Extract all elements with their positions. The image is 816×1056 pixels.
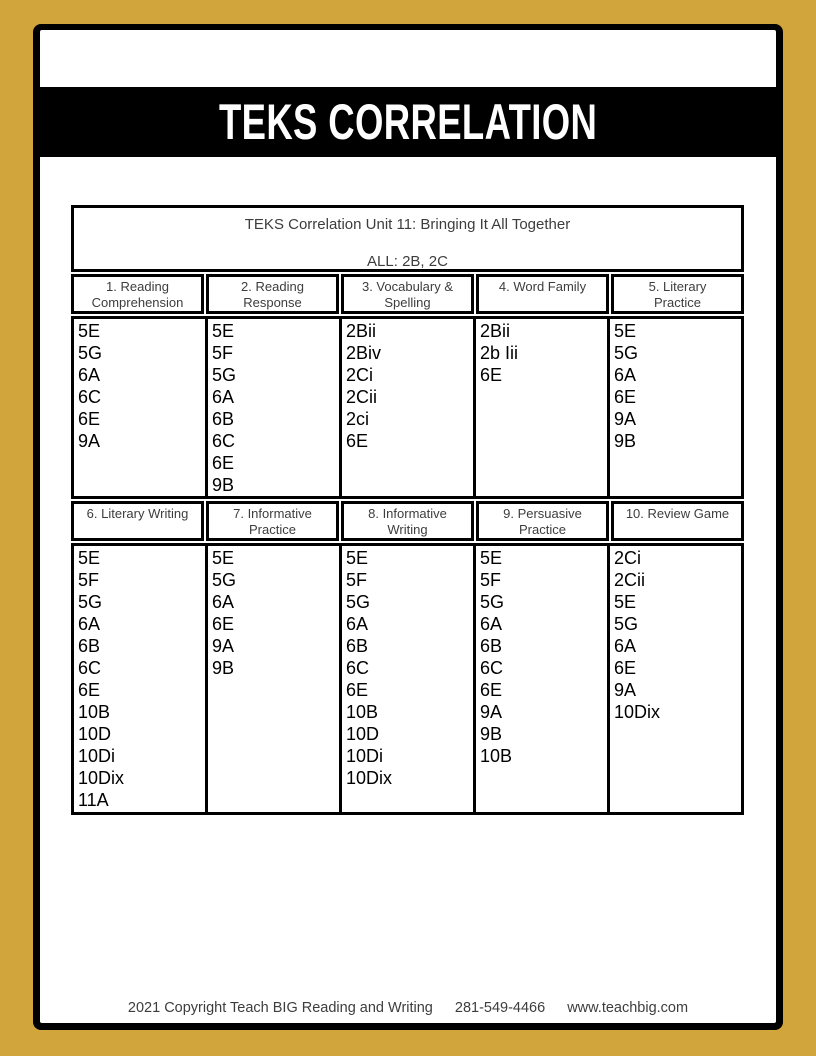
- teks-code: 6B: [78, 636, 101, 656]
- teks-code: 6A: [212, 387, 235, 407]
- teks-code: 2ci: [346, 409, 370, 429]
- teks-code: 6A: [480, 614, 503, 634]
- teks-codes-cell: [609, 545, 743, 814]
- teks-codes-cell: [475, 545, 609, 814]
- table-subtitle: ALL: 2B, 2C: [367, 253, 448, 270]
- teks-code: 6C: [212, 431, 236, 451]
- teks-code: 6A: [614, 636, 637, 656]
- teks-code: 2b Iii: [480, 343, 519, 363]
- column-header: 1. Reading Comprehension: [71, 274, 204, 314]
- teks-code: 2Biv: [346, 343, 382, 363]
- website-url: www.teachbig.com: [567, 1000, 689, 1016]
- table-title-box: [71, 205, 744, 272]
- teks-code: 6A: [346, 614, 369, 634]
- teks-code: 10Di: [346, 746, 384, 766]
- teks-codes-cell: [73, 545, 207, 814]
- teks-code: 6E: [212, 453, 235, 473]
- teks-code: 10Dix: [614, 702, 661, 722]
- column-header: 9. Persuasive Practice: [476, 501, 609, 541]
- teks-code: 6B: [346, 636, 369, 656]
- teks-code: 6E: [346, 680, 369, 700]
- teks-code: 6A: [212, 592, 235, 612]
- teks-code: 6B: [212, 409, 235, 429]
- table-section-1: [71, 274, 744, 499]
- teks-codes-cell: [609, 318, 743, 498]
- page-title: TEKS CORRELATION: [218, 94, 598, 150]
- column-header: 10. Review Game: [611, 501, 744, 541]
- copyright-text: 2021 Copyright Teach BIG Reading and Writing: [127, 1000, 433, 1016]
- teks-code: 5F: [480, 570, 502, 590]
- phone-number: 281-549-4466: [454, 1000, 546, 1016]
- teks-data-table: [71, 543, 744, 815]
- teks-code: 10D: [78, 724, 112, 744]
- teks-code: 6A: [78, 365, 101, 385]
- teks-code: 9A: [212, 636, 235, 656]
- teks-code: 9A: [78, 431, 101, 451]
- teks-code: 5E: [480, 548, 503, 568]
- teks-codes-cell: [207, 318, 341, 498]
- teks-code: 9B: [480, 724, 503, 744]
- page-body: [40, 30, 776, 1023]
- teks-code: 5G: [78, 343, 103, 363]
- teks-code: 10Di: [78, 746, 116, 766]
- teks-code: 2Ci: [346, 365, 374, 385]
- table-row: [73, 545, 743, 814]
- teks-code: 5G: [614, 343, 639, 363]
- teks-codes-cell: [73, 318, 207, 498]
- column-header: 5. Literary Practice: [611, 274, 744, 314]
- teks-code: 5E: [78, 321, 101, 341]
- column-header: 3. Vocabulary & Spelling: [341, 274, 474, 314]
- teks-data-table: [71, 316, 744, 499]
- teks-code: 6B: [480, 636, 503, 656]
- teks-code: 6E: [614, 387, 637, 407]
- column-header: 2. Reading Response: [206, 274, 339, 314]
- teks-code: 2Cii: [614, 570, 646, 590]
- teks-code: 9B: [212, 658, 235, 678]
- teks-code: 9A: [614, 409, 637, 429]
- teks-code: 5G: [346, 592, 371, 612]
- table-title: TEKS Correlation Unit 11: Bringing It All Together: [244, 216, 571, 233]
- teks-codes-cell: [207, 545, 341, 814]
- teks-code: 5E: [212, 321, 235, 341]
- teks-code: 5E: [614, 321, 637, 341]
- teks-code: 6E: [480, 680, 503, 700]
- teks-code: 10D: [346, 724, 380, 744]
- teks-code: 6E: [78, 680, 101, 700]
- column-header-row: [71, 274, 744, 314]
- table-row: [73, 318, 743, 498]
- teks-code: 2Ci: [614, 548, 642, 568]
- teks-code: 9B: [212, 475, 235, 495]
- teks-code: 2Bii: [480, 321, 511, 341]
- column-header: 6. Literary Writing: [71, 501, 204, 541]
- teks-code: 6E: [212, 614, 235, 634]
- column-header: 8. Informative Writing: [341, 501, 474, 541]
- teks-code: 6C: [480, 658, 504, 678]
- teks-code: 5G: [614, 614, 639, 634]
- teks-code: 5F: [346, 570, 368, 590]
- column-header-row: [71, 501, 744, 541]
- teks-code: 5G: [78, 592, 103, 612]
- teks-code: 6C: [78, 658, 102, 678]
- teks-code: 5G: [212, 570, 237, 590]
- teks-code: 5F: [212, 343, 234, 363]
- teks-codes-cell: [341, 318, 475, 498]
- teks-code: 5G: [212, 365, 237, 385]
- teks-code: 10B: [78, 702, 111, 722]
- teks-code: 5G: [480, 592, 505, 612]
- teks-code: 6E: [480, 365, 503, 385]
- teks-code: 9B: [614, 431, 637, 451]
- teks-code: 6E: [346, 431, 369, 451]
- teks-code: 10B: [346, 702, 379, 722]
- teks-code: 11A: [78, 790, 109, 810]
- teks-codes-cell: [341, 545, 475, 814]
- teks-correlation-table: [71, 205, 744, 815]
- teks-code: 9A: [614, 680, 637, 700]
- teks-code: 5E: [614, 592, 637, 612]
- teks-code: 2Bii: [346, 321, 377, 341]
- teks-code: 6C: [346, 658, 370, 678]
- column-header: 4. Word Family: [476, 274, 609, 314]
- column-header: 7. Informative Practice: [206, 501, 339, 541]
- page-footer: [40, 1000, 776, 1016]
- teks-code: 6A: [78, 614, 101, 634]
- teks-code: 6C: [78, 387, 102, 407]
- black-page-frame: [33, 24, 783, 1030]
- teks-code: 6E: [614, 658, 637, 678]
- table-section-2: [71, 501, 744, 815]
- teks-code: 10Dix: [346, 768, 393, 788]
- teks-code: 5E: [78, 548, 101, 568]
- teks-code: 6A: [614, 365, 637, 385]
- teks-codes-cell: [475, 318, 609, 498]
- teks-code: 5F: [78, 570, 100, 590]
- teks-code: 10Dix: [78, 768, 125, 788]
- teks-code: 6E: [78, 409, 101, 429]
- title-banner: [40, 87, 776, 157]
- teks-code: 10B: [480, 746, 513, 766]
- teks-code: 5E: [346, 548, 369, 568]
- teks-code: 2Cii: [346, 387, 378, 407]
- teks-code: 9A: [480, 702, 503, 722]
- teks-code: 5E: [212, 548, 235, 568]
